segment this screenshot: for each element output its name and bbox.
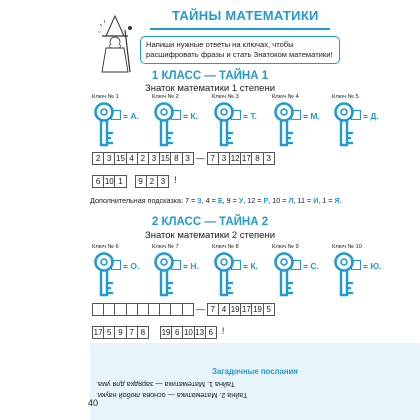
section2-subheading: Знаток математики 2 степени [144, 230, 276, 241]
key-icon [210, 251, 250, 297]
cipher-cell: 2 [146, 175, 157, 188]
cipher-cell: 7 [126, 326, 137, 339]
answer-box[interactable] [351, 260, 361, 270]
cipher-group [92, 152, 194, 165]
key [90, 251, 130, 297]
cipher-cell: 5 [263, 303, 275, 316]
key-answer[interactable]: = О. [111, 260, 139, 271]
secret-message-2: Тайна 2. Математика — основа любой науки. [96, 391, 248, 400]
cipher-group [92, 326, 149, 339]
cipher-cell: 9 [114, 326, 125, 339]
key-icon [270, 251, 310, 297]
key-label: Ключ № 7 [152, 244, 179, 250]
cipher-cell: 2 [137, 152, 148, 165]
key-label: Ключ № 6 [92, 244, 119, 250]
cipher-cell: 12 [230, 154, 240, 163]
key-icon [150, 101, 190, 147]
cipher-cell: 17 [93, 328, 103, 337]
key-icon [330, 101, 370, 147]
section2-row2 [92, 326, 224, 339]
cipher-cell: 9 [135, 175, 146, 188]
answer-box[interactable] [111, 260, 121, 270]
key [270, 251, 310, 297]
dash: — [195, 304, 205, 314]
exclamation: ! [221, 326, 225, 336]
cipher-cell [148, 303, 159, 316]
cipher-cell: 7 [207, 152, 218, 165]
section1-subheading: Знаток математики 1 степени [144, 83, 276, 94]
key-icon [210, 101, 250, 147]
cipher-group [207, 152, 275, 165]
instruction-bubble: Напиши нужные ответы на ключах, чтобы расшифровать фразы и стать Знатоком математики! [140, 36, 340, 64]
key [150, 251, 190, 297]
key-answer[interactable]: = Ю. [351, 260, 381, 271]
cipher-group [92, 303, 194, 316]
key-label: Ключ № 2 [152, 94, 179, 100]
cipher-cell: 6 [171, 326, 182, 339]
cipher-cell [126, 303, 137, 316]
cipher-group [135, 175, 170, 188]
section1-row2 [92, 175, 177, 188]
key-answer[interactable]: = А. [111, 110, 139, 121]
cipher-cell: 19 [230, 305, 240, 314]
key-icon [270, 101, 310, 147]
cipher-cell [182, 303, 194, 316]
cipher-cell: 3 [157, 175, 169, 188]
key-label: Ключ № 4 [272, 94, 299, 100]
cipher-cell: 10 [104, 177, 114, 186]
section1-row1 [92, 152, 275, 165]
key-label: Ключ № 8 [212, 244, 239, 250]
cipher-group [160, 326, 217, 339]
key-label: Ключ № 9 [272, 244, 299, 250]
cipher-cell: 6 [92, 175, 103, 188]
section1-hint: Дополнительная подсказка: 7 = З, 4 = Е, 9 = У, 12 = Р, 10 = Л, 11 = И, 1 = Я. [90, 196, 342, 205]
cipher-cell: 8 [170, 152, 181, 165]
key [150, 101, 190, 147]
answer-box[interactable] [291, 260, 301, 270]
key-answer[interactable]: = Н. [171, 260, 199, 271]
cipher-cell: 1 [114, 175, 126, 188]
answer-box[interactable] [111, 110, 121, 120]
cipher-cell: 15 [160, 154, 170, 163]
cipher-cell: 2 [92, 152, 103, 165]
answer-box[interactable] [231, 110, 241, 120]
key-icon [90, 101, 130, 147]
title-underline [150, 28, 330, 30]
answer-box[interactable] [171, 260, 181, 270]
key-answer[interactable]: = Д. [351, 110, 379, 121]
cipher-cell: 10 [183, 328, 193, 337]
cipher-cell: 8 [251, 152, 262, 165]
cipher-cell: 7 [207, 303, 218, 316]
key [90, 101, 130, 147]
key-letter: А. [130, 111, 139, 121]
cipher-cell: 3 [218, 152, 229, 165]
cipher-cell: 3 [182, 152, 194, 165]
key-icon [330, 251, 370, 297]
answer-box[interactable] [231, 260, 241, 270]
cipher-cell [103, 303, 114, 316]
section2-heading: 2 КЛАСС — ТАЙНА 2 [151, 216, 269, 228]
page-number: 40 [88, 398, 99, 408]
key-icon [90, 251, 130, 297]
cipher-cell [137, 303, 148, 316]
key-letter: М. [310, 111, 320, 121]
cipher-cell: 5 [103, 326, 114, 339]
cipher-cell: 6 [205, 326, 217, 339]
wizard-illustration [94, 14, 136, 76]
key-letter: К. [190, 111, 198, 121]
key-label: Ключ № 10 [332, 244, 362, 250]
cipher-cell: 3 [103, 152, 114, 165]
cipher-cell [159, 303, 170, 316]
key [330, 101, 370, 147]
answer-box[interactable] [171, 110, 181, 120]
key-answer[interactable]: = К. [171, 110, 198, 121]
key-letter: О. [130, 261, 140, 271]
cipher-cell: 4 [126, 152, 137, 165]
key [210, 101, 250, 147]
key-label: Ключ № 3 [212, 94, 239, 100]
key-letter: К. [250, 261, 258, 271]
key-letter: С. [310, 261, 319, 271]
cipher-cell: 17 [241, 154, 251, 163]
secret-messages-title: Загадочные послания [212, 367, 298, 376]
page-title: ТАЙНЫ МАТЕМАТИКИ [172, 8, 319, 23]
answer-box[interactable] [351, 110, 361, 120]
section2-row1 [92, 303, 275, 316]
key-letter: Ю. [370, 261, 382, 271]
key [210, 251, 250, 297]
dash: — [195, 153, 205, 163]
cipher-cell [170, 303, 181, 316]
cipher-cell: 17 [241, 305, 251, 314]
answer-box[interactable] [291, 110, 301, 120]
key-letter: Д. [370, 111, 379, 121]
key-answer[interactable]: = К. [231, 260, 258, 271]
cipher-cell [92, 303, 103, 316]
cipher-group [92, 175, 127, 188]
cipher-cell [114, 303, 125, 316]
key-answer[interactable]: = С. [291, 260, 319, 271]
cipher-cell: 8 [137, 326, 149, 339]
cipher-cell: 13 [195, 328, 205, 337]
key-letter: Т. [250, 111, 257, 121]
key-letter: Н. [190, 261, 199, 271]
key-icon [150, 251, 190, 297]
key [330, 251, 370, 297]
cipher-cell: 15 [116, 154, 125, 163]
cipher-cell: 19 [161, 328, 171, 337]
cipher-cell: 3 [148, 152, 159, 165]
exclamation: ! [174, 175, 177, 185]
cipher-cell: 3 [263, 152, 275, 165]
key [270, 101, 310, 147]
secret-message-1: Тайна 1. Математика — зарядка для ума. [96, 380, 236, 389]
cipher-cell: 19 [253, 305, 262, 314]
key-answer[interactable]: = Т. [231, 110, 257, 121]
key-answer[interactable]: = М. [291, 110, 320, 121]
key-label: Ключ № 1 [92, 94, 119, 100]
section1-heading: 1 КЛАСС — ТАЙНА 1 [151, 70, 269, 82]
cipher-group [207, 303, 275, 316]
key-label: Ключ № 5 [332, 94, 359, 100]
cipher-cell: 4 [218, 303, 229, 316]
